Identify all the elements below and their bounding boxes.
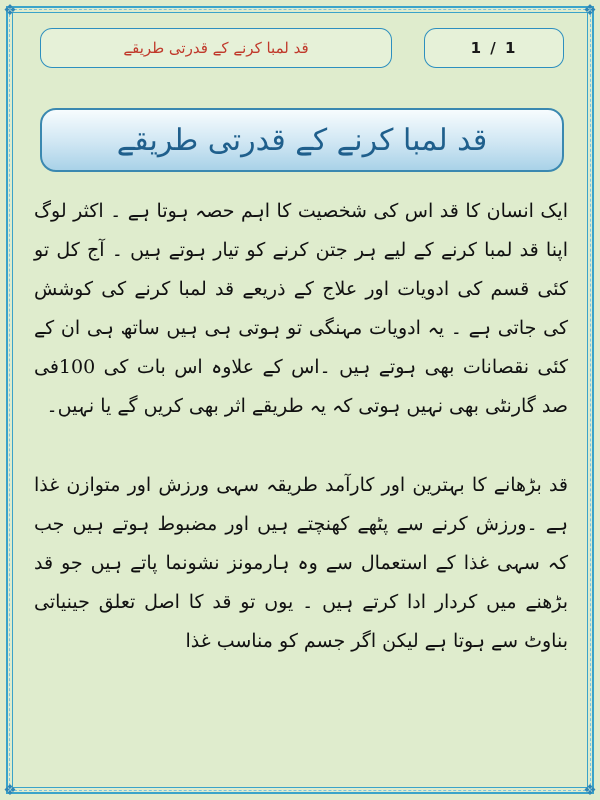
article-title-banner [40, 108, 564, 172]
ornament-corner-icon: ❖ [583, 1, 597, 19]
article-title: قد لمبا کرنے کے قدرتی طریقے [116, 122, 488, 158]
ornament-corner-icon: ❖ [3, 781, 17, 799]
article-body [34, 192, 568, 661]
header-title-box [40, 28, 392, 68]
ornament-corner-icon: ❖ [583, 781, 597, 799]
ornament-corner-icon: ❖ [3, 1, 17, 19]
article-paragraph: ایک انسان کا قد اس کی شخصیت کا اہم حصہ ہوتا ہے ۔ اکثر لوگ اپنا قد لمبا کرنے کے لیے ہر جتن کرنے کو تیار ہوتے ہیں ۔ آج کل تو کئی قسم کی ادویات اور علاج کے ذریعے قد لمبا کرنے کی کوشش کی جاتی ہے ۔ یہ ادویات مہنگی تو ہوتی ہی ہیں ساتھ ہی ان کے کئی نقصانات بھی ہوتے ہیں ۔اس کے علاوہ اس بات کی 100فی صد گارنٹی بھی نہیں ہوتی کہ یہ طریقے اثر بھی کریں گے یا نہیں۔ [34, 200, 568, 417]
page-indicator: 1 / 1 [470, 39, 518, 57]
article-paragraph: قد بڑھانے کا بہترین اور کارآمد طریقہ سہی ورزش اور متوازن غذا ہے ۔ورزش کرنے سے پٹھے کھنچتے ہیں اور مضبوط ہوتے ہیں جب کہ سہی غذا کے استعمال سے وہ ہارمونز نشونما پاتے ہیں جو قد بڑھنے میں کردار ادا کرتے ہیں ۔ یوں تو قد کا اصل تعلق جینیاتی بناوٹ سے ہوتا ہے لیکن اگر جسم کو مناسب غذا [34, 474, 568, 652]
header-title: قد لمبا کرنے کے قدرتی طریقے [123, 39, 309, 57]
page-indicator-box [424, 28, 564, 68]
